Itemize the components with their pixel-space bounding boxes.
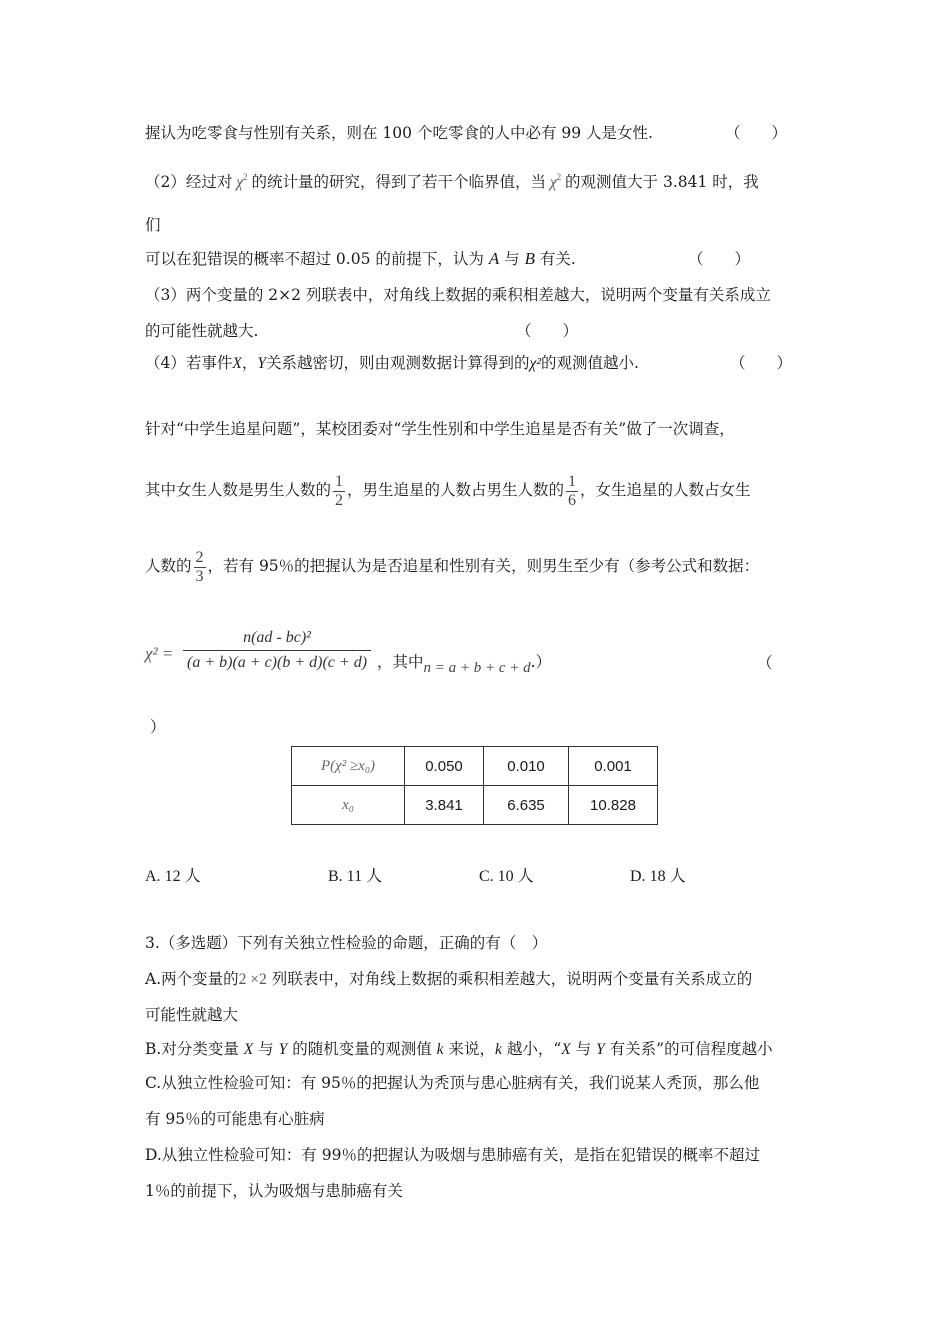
variable-x: X bbox=[232, 355, 242, 372]
answer-paren-3: （ ） bbox=[516, 322, 579, 340]
answer-paren-open: （ bbox=[757, 654, 773, 672]
answer-paren-1: （ ） bbox=[725, 124, 788, 142]
two-by-two-symbol: 2 ×2 bbox=[238, 971, 267, 988]
statement-1 bbox=[145, 122, 653, 144]
statement-2-part-c: 的观测值大于 3.841 时，我 bbox=[565, 173, 759, 191]
question-3-option-d-wrap: 1％的前提下，认为吸烟与患肺癌有关 bbox=[145, 1182, 403, 1200]
statement-2-cont-c: 有关. bbox=[539, 250, 576, 268]
variable-y: Y bbox=[278, 1041, 288, 1058]
answer-paren-2: （ ） bbox=[688, 250, 751, 268]
statement-2-cont-a: 可以在犯错误的概率不超过 0.05 的前提下，认为 bbox=[145, 250, 484, 268]
statement-2 bbox=[145, 166, 759, 194]
question-3-option-c-wrap: 有 95％的可能患有心脏病 bbox=[145, 1110, 325, 1128]
variable-y: Y bbox=[596, 1041, 605, 1058]
statement-3-wrap: 的可能性就越大. bbox=[145, 322, 259, 340]
where-expression: n = a + b + c + d bbox=[423, 660, 531, 676]
stem-part-c: ，女生追星的人数占女生 bbox=[580, 481, 751, 499]
chi-squared-symbol: $\chi^2$ bbox=[549, 172, 562, 191]
table-row bbox=[292, 747, 658, 786]
fraction-one-sixth: $\frac{1}{6}$ bbox=[568, 472, 577, 509]
table-cell: 10.828 bbox=[569, 786, 658, 825]
question-3-option-c[interactable]: C.从独立性检验可知：有 95％的把握认为秃顶与患心脏病有关，我们说某人秃顶，那么他 bbox=[145, 1074, 760, 1092]
question-2-stem-line-2 bbox=[145, 470, 751, 510]
option-b[interactable]: B. 11 人 bbox=[328, 868, 383, 885]
formula-denominator: (a + b)(a + c)(b + d)(c + d) bbox=[183, 650, 371, 675]
statement-4-part-a: （4）若事件 bbox=[145, 354, 233, 372]
variable-x: X bbox=[243, 1041, 254, 1058]
formula-where bbox=[377, 650, 552, 676]
variable-y: Y bbox=[257, 355, 266, 372]
table-row bbox=[292, 786, 658, 825]
critical-value-table bbox=[291, 746, 658, 825]
option-b-text-2: 的随机变量的观测值 bbox=[292, 1040, 432, 1058]
question-3-option-a-wrap: 可能性就越大 bbox=[145, 1006, 239, 1024]
statement-4-part-d: 的观测值越小. bbox=[540, 354, 639, 372]
question-3-option-d[interactable]: D.从独立性检验可知：有 99％的把握认为吸烟与患肺癌有关，是指在犯错误的概率不超过 bbox=[145, 1146, 760, 1164]
chi-squared-symbol: χ² bbox=[529, 355, 541, 372]
statement-2-cont-b: 与 bbox=[504, 250, 520, 268]
option-b-text: B.对分类变量 bbox=[145, 1040, 239, 1058]
stem-part-b: ，男生追星的人数占男生人数的 bbox=[347, 481, 565, 499]
option-b-and-2: 与 bbox=[575, 1040, 592, 1058]
option-b-text-4: 越小，“ bbox=[506, 1040, 562, 1058]
option-b-text-3: 来说， bbox=[448, 1040, 495, 1058]
option-a-text: A.两个变量的 bbox=[145, 970, 239, 988]
table-header-label: P(χ² ≥x₀) bbox=[292, 747, 405, 786]
statement-2-cont bbox=[145, 248, 576, 270]
event-b-symbol: B bbox=[524, 249, 535, 268]
statement-2-part-a: （2）经过对 bbox=[145, 173, 233, 191]
table-cell: 0.050 bbox=[405, 747, 484, 786]
table-cell: 0.001 bbox=[569, 747, 658, 786]
question-3-option-b[interactable] bbox=[145, 1038, 773, 1061]
fraction-two-thirds: $\frac{2}{3}$ bbox=[195, 548, 204, 585]
formula-numerator: n(ad - bc)² bbox=[243, 629, 311, 646]
option-d[interactable]: D. 18 人 bbox=[630, 868, 686, 885]
table-row-label: x₀ bbox=[292, 786, 405, 825]
table-cell: 3.841 bbox=[405, 786, 484, 825]
formula-lhs: χ² = bbox=[145, 644, 174, 663]
statement-2-wrap: 们 bbox=[145, 216, 161, 234]
fraction-one-half: $\frac{1}{2}$ bbox=[335, 472, 344, 509]
question-2-stem: 针对“中学生追星问题”，某校团委对“学生性别和中学生追星是否有关”做了一次调查， bbox=[145, 420, 735, 438]
option-c[interactable]: C. 10 人 bbox=[479, 868, 534, 885]
variable-k: k bbox=[494, 1041, 502, 1058]
statement-3: （3）两个变量的 2×2 列联表中，对角线上数据的乘积相差越大，说明两个变量有关系成立 bbox=[145, 286, 771, 304]
answer-paren-4: （ ） bbox=[730, 354, 793, 372]
event-a-symbol: A bbox=[488, 249, 500, 268]
option-a-text-cont: 列联表中，对角线上数据的乘积相差越大，说明两个变量有关系成立的 bbox=[271, 970, 753, 988]
question-2-stem-line-3 bbox=[145, 546, 759, 586]
statement-4 bbox=[145, 352, 639, 375]
variable-x: X bbox=[561, 1041, 571, 1058]
table-cell: 0.010 bbox=[484, 747, 569, 786]
formula-fraction bbox=[183, 626, 371, 675]
stem-part-e: ，若有 95％的把握认为是否追星和性别有关，则男生至少有（参考公式和数据： bbox=[207, 557, 760, 575]
chi-squared-formula bbox=[145, 624, 765, 684]
question-3-option-a[interactable] bbox=[145, 968, 752, 991]
chi-squared-symbol: $\chi^2$ bbox=[236, 172, 248, 191]
question-3-title: 3.（多选题）下列有关独立性检验的命题，正确的有（ ） bbox=[145, 934, 548, 952]
option-b-text-5: 有关系”的可信程度越小 bbox=[609, 1040, 773, 1058]
variable-k: k bbox=[436, 1041, 444, 1058]
stem-part-d: 人数的 bbox=[145, 557, 192, 575]
table-cell: 6.635 bbox=[484, 786, 569, 825]
option-a[interactable]: A. 12 人 bbox=[145, 868, 201, 885]
stem-part-a: 其中女生人数是男生人数的 bbox=[145, 481, 332, 499]
option-b-and: 与 bbox=[258, 1040, 274, 1058]
answer-paren-close: ） bbox=[150, 718, 166, 736]
statement-1-text: 握认为吃零食与性别有关系，则在 100 个吃零食的人中必有 99 人是女性. bbox=[145, 124, 653, 142]
statement-4-part-b: ， bbox=[241, 354, 258, 372]
statement-2-part-b: 的统计量的研究，得到了若干个临界值，当 bbox=[251, 173, 546, 191]
where-label: ，其中 bbox=[377, 653, 424, 671]
formula-end: .） bbox=[530, 653, 552, 671]
statement-4-part-c: 关系越密切，则由观测数据计算得到的 bbox=[265, 354, 530, 372]
